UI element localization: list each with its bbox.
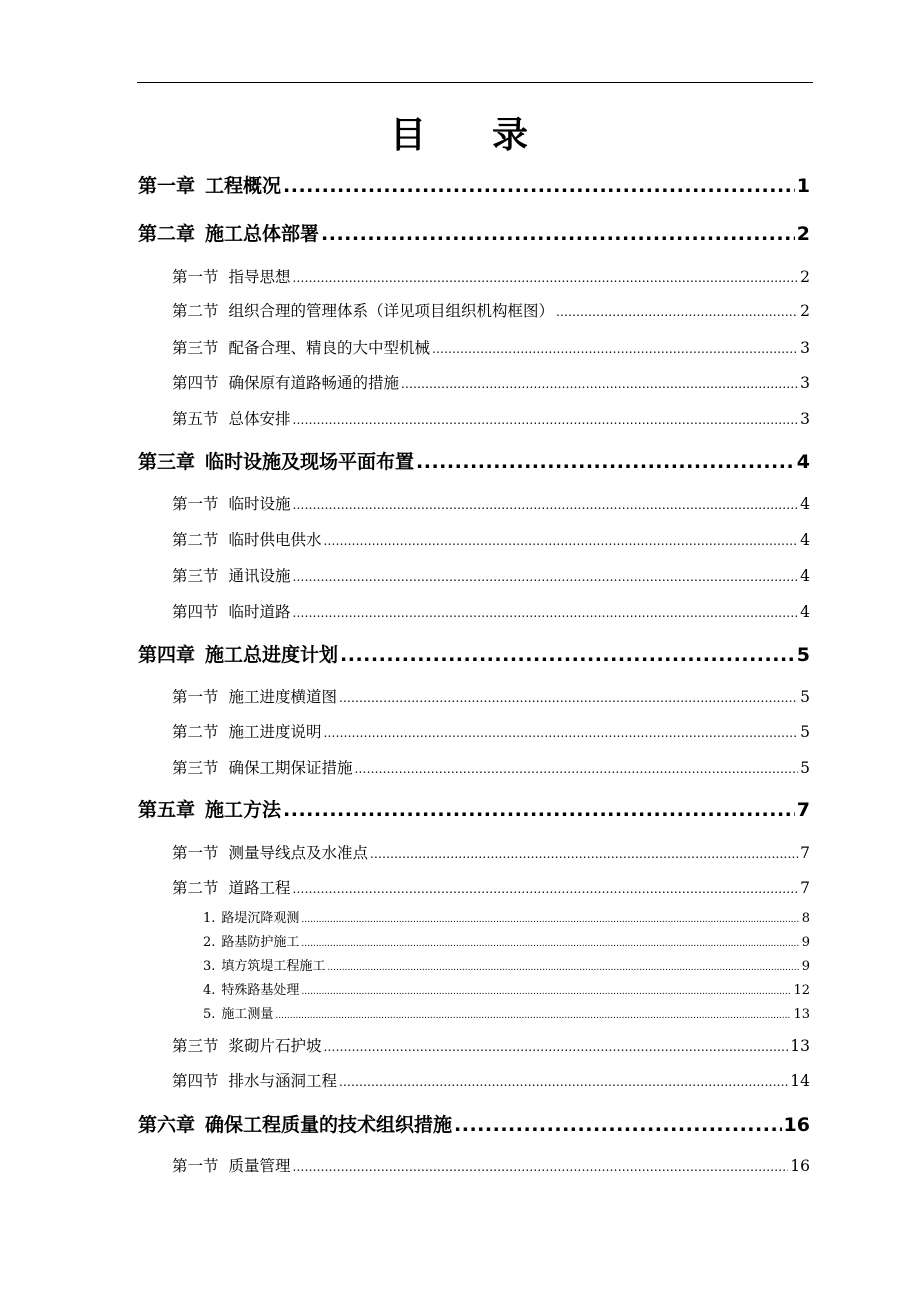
toc-entry-section[interactable] [172, 337, 810, 359]
dot-leader [339, 687, 798, 709]
dot-leader [556, 301, 798, 323]
toc-entry-label: 第二节 临时供电供水 [172, 531, 322, 549]
toc-entry-label: 第二章 施工总体部署 [138, 223, 320, 245]
toc-entry-subsection[interactable] [203, 1006, 810, 1024]
toc-entry-subsection[interactable] [203, 958, 810, 976]
dot-leader [293, 494, 799, 516]
toc-page-number: 3 [800, 374, 810, 392]
dot-leader [321, 221, 795, 247]
toc-entry-section[interactable] [172, 493, 810, 515]
dot-leader [293, 566, 799, 588]
toc-entry-label: 4. 特殊路基处理 [203, 983, 300, 998]
toc-entry-chapter-2[interactable] [138, 221, 810, 247]
toc-page-number: 5 [800, 759, 810, 777]
toc-entry-section[interactable] [172, 842, 810, 864]
toc-entry-section[interactable] [172, 1035, 810, 1057]
toc-page-number: 14 [790, 1072, 810, 1090]
toc-entry-label: 第三章 临时设施及现场平面布置 [138, 451, 415, 473]
toc-entry-label: 第五章 施工方法 [138, 799, 282, 821]
toc-entry-label: 第四章 施工总进度计划 [138, 644, 339, 666]
toc-entry-label: 第一节 质量管理 [172, 1157, 291, 1175]
toc-entry-label: 第二节 道路工程 [172, 879, 291, 897]
toc-entry-section[interactable] [172, 300, 810, 322]
dot-leader [293, 267, 799, 289]
toc-page-number: 5 [800, 688, 810, 706]
toc-entry-label: 1. 路堤沉降观测 [203, 911, 300, 926]
toc-page-number: 4 [800, 567, 810, 585]
toc-entry-label: 5. 施工测量 [203, 1007, 274, 1022]
dot-leader [275, 1007, 791, 1025]
toc-page-number: 4 [800, 531, 810, 549]
dot-leader [324, 1036, 789, 1058]
toc-page-number: 4 [800, 603, 810, 621]
toc-page-number: 16 [783, 1114, 810, 1136]
dot-leader [324, 722, 799, 744]
toc-page-number: 9 [801, 935, 810, 950]
toc-entry-section[interactable] [172, 877, 810, 899]
dot-leader [301, 935, 799, 953]
dot-leader [432, 338, 798, 360]
toc-entry-label: 2. 路基防护施工 [203, 935, 300, 950]
toc-entry-section[interactable] [172, 601, 810, 623]
toc-entry-label: 第六章 确保工程质量的技术组织措施 [138, 1114, 453, 1136]
toc-entry-section[interactable] [172, 565, 810, 587]
toc-entry-label: 第一节 测量导线点及水准点 [172, 844, 369, 862]
dot-leader [340, 642, 795, 668]
toc-page-number: 13 [790, 1037, 810, 1055]
dot-leader [293, 1156, 789, 1178]
toc-entry-label: 第五节 总体安排 [172, 410, 291, 428]
dot-leader [283, 173, 795, 199]
toc-entry-subsection[interactable] [203, 982, 810, 1000]
toc-entry-section[interactable] [172, 266, 810, 288]
toc-page-number: 7 [796, 799, 810, 821]
toc-entry-label: 第一节 施工进度横道图 [172, 688, 338, 706]
title-char-right: 录 [492, 115, 531, 156]
toc-entry-chapter-5[interactable] [138, 797, 810, 823]
toc-entry-section[interactable] [172, 686, 810, 708]
toc-page-number: 7 [800, 844, 810, 862]
toc-page-number: 13 [793, 1007, 810, 1022]
toc-page-number: 4 [796, 451, 810, 473]
toc-entry-label: 3. 填方筑堤工程施工 [203, 959, 326, 974]
toc-page-number: 1 [796, 175, 810, 197]
dot-leader [355, 758, 799, 780]
dot-leader [293, 602, 799, 624]
title-char-left: 目 [389, 115, 428, 156]
toc-entry-chapter-4[interactable] [138, 642, 810, 668]
toc-entry-chapter-6[interactable] [138, 1112, 810, 1138]
toc-entry-subsection[interactable] [203, 934, 810, 952]
toc-page-number: 12 [793, 983, 810, 998]
toc-entry-section[interactable] [172, 408, 810, 430]
toc-page-number: 9 [801, 959, 810, 974]
toc-entry-section[interactable] [172, 372, 810, 394]
toc-entry-label: 第三节 确保工期保证措施 [172, 759, 353, 777]
dot-leader [293, 878, 799, 900]
toc-page-number: 2 [796, 223, 810, 245]
toc-entry-label: 第二节 施工进度说明 [172, 723, 322, 741]
dot-leader [339, 1071, 788, 1093]
toc-page-number: 5 [800, 723, 810, 741]
toc-entry-label: 第一章 工程概况 [138, 175, 282, 197]
toc-entry-label: 第四节 排水与涵洞工程 [172, 1072, 338, 1090]
toc-entry-section[interactable] [172, 721, 810, 743]
toc-entry-chapter-3[interactable] [138, 449, 810, 475]
dot-leader [327, 959, 799, 977]
toc-page-number: 2 [800, 302, 810, 320]
toc-entry-section[interactable] [172, 1070, 810, 1092]
toc-entry-section[interactable] [172, 529, 810, 551]
dot-leader [454, 1112, 782, 1138]
header-rule [137, 82, 813, 83]
dot-leader [416, 449, 795, 475]
dot-leader [324, 530, 799, 552]
toc-entry-subsection[interactable] [203, 910, 810, 928]
dot-leader [283, 797, 795, 823]
toc-entry-label: 第一节 指导思想 [172, 268, 291, 286]
toc-entry-label: 第三节 配备合理、精良的大中型机械 [172, 339, 431, 357]
dot-leader [301, 983, 791, 1001]
toc-page-number: 16 [790, 1157, 810, 1175]
toc-entry-label: 第三节 通讯设施 [172, 567, 291, 585]
toc-page-number: 5 [796, 644, 810, 666]
toc-entry-label: 第一节 临时设施 [172, 495, 291, 513]
toc-entry-label: 第四节 确保原有道路畅通的措施 [172, 374, 400, 392]
toc-page-number: 2 [800, 268, 810, 286]
toc-page-number: 3 [800, 339, 810, 357]
toc-page-number: 4 [800, 495, 810, 513]
toc-entry-section[interactable] [172, 1155, 810, 1177]
toc-entry-label: 第四节 临时道路 [172, 603, 291, 621]
dot-leader [401, 373, 798, 395]
toc-entry-label: 第二节 组织合理的管理体系（详见项目组织机构框图） [172, 302, 555, 320]
toc-entry-chapter-1[interactable] [138, 173, 810, 199]
toc-page-number: 8 [801, 911, 810, 926]
toc-entry-label: 第三节 浆砌片石护坡 [172, 1037, 322, 1055]
toc-page-number: 7 [800, 879, 810, 897]
toc-entry-section[interactable] [172, 757, 810, 779]
dot-leader [370, 843, 798, 865]
page-title [0, 110, 920, 162]
toc-page-number: 3 [800, 410, 810, 428]
dot-leader [301, 911, 799, 929]
dot-leader [293, 409, 799, 431]
